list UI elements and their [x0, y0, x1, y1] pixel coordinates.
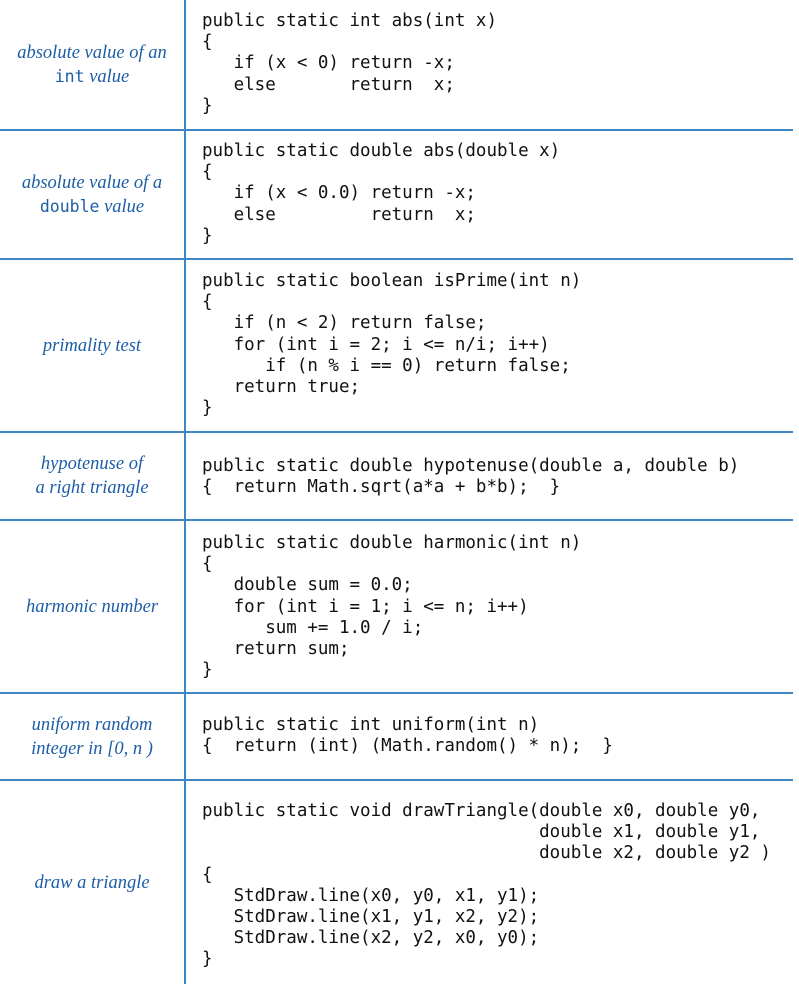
description-line: primality test: [42, 335, 142, 356]
row-description-abs-int: [0, 0, 184, 129]
code-abs-double: public static double abs(double x) { if (x < 0.0) return -x; else return x; }: [202, 141, 561, 246]
description-code: double: [39, 196, 100, 216]
description-line: draw a triangle: [34, 872, 150, 893]
code-uniform: public static int uniform(int n) { return (int) (Math.random() * n); }: [202, 715, 613, 757]
row-description-draw-triangle: [0, 781, 184, 984]
description-line: absolute value of an: [17, 42, 167, 63]
description-code: int: [54, 66, 85, 86]
description-line: uniform random: [31, 714, 153, 735]
row-description-uniform: [0, 694, 184, 779]
code-is-prime: public static boolean isPrime(int n) { if (n < 2) return false; for (int i = 2; i <= n/i; i++) if (n % i == 0) return false; return true; }: [202, 271, 582, 419]
description-line: [55, 65, 130, 89]
description-line: [40, 195, 144, 219]
description-line: a right triangle: [35, 478, 149, 498]
description-suffix: value: [84, 66, 130, 87]
column-divider: [184, 0, 186, 984]
code-hypotenuse: public static double hypotenuse(double a, double b) { return Math.sqrt(a*a + b*b); }: [202, 456, 740, 498]
row-description-hypotenuse: [0, 433, 184, 519]
description-line: hypotenuse of: [40, 454, 144, 474]
description-line: absolute value of a: [21, 172, 163, 193]
row-description-harmonic: [0, 521, 184, 692]
code-draw-triangle: public static void drawTriangle(double x0, double y0, double x1, double y1, double x2, double y2 ) { StdDraw.line(x0, y0, x1, y1); StdDraw.line(x1, y1, x2, y2); StdDraw.line(x2, y2, x0, y0); }: [202, 801, 771, 970]
row-description-abs-double: [0, 131, 184, 258]
row-description-primality: [0, 260, 184, 431]
description-suffix: value: [99, 196, 145, 217]
description-line: harmonic number: [25, 596, 159, 617]
code-harmonic: public static double harmonic(int n) { double sum = 0.0; for (int i = 1; i <= n; i++) sum += 1.0 / i; return sum; }: [202, 533, 582, 681]
code-abs-int: public static int abs(int x) { if (x < 0) return -x; else return x; }: [202, 11, 498, 116]
description-line: integer in [0, n ): [31, 738, 153, 759]
